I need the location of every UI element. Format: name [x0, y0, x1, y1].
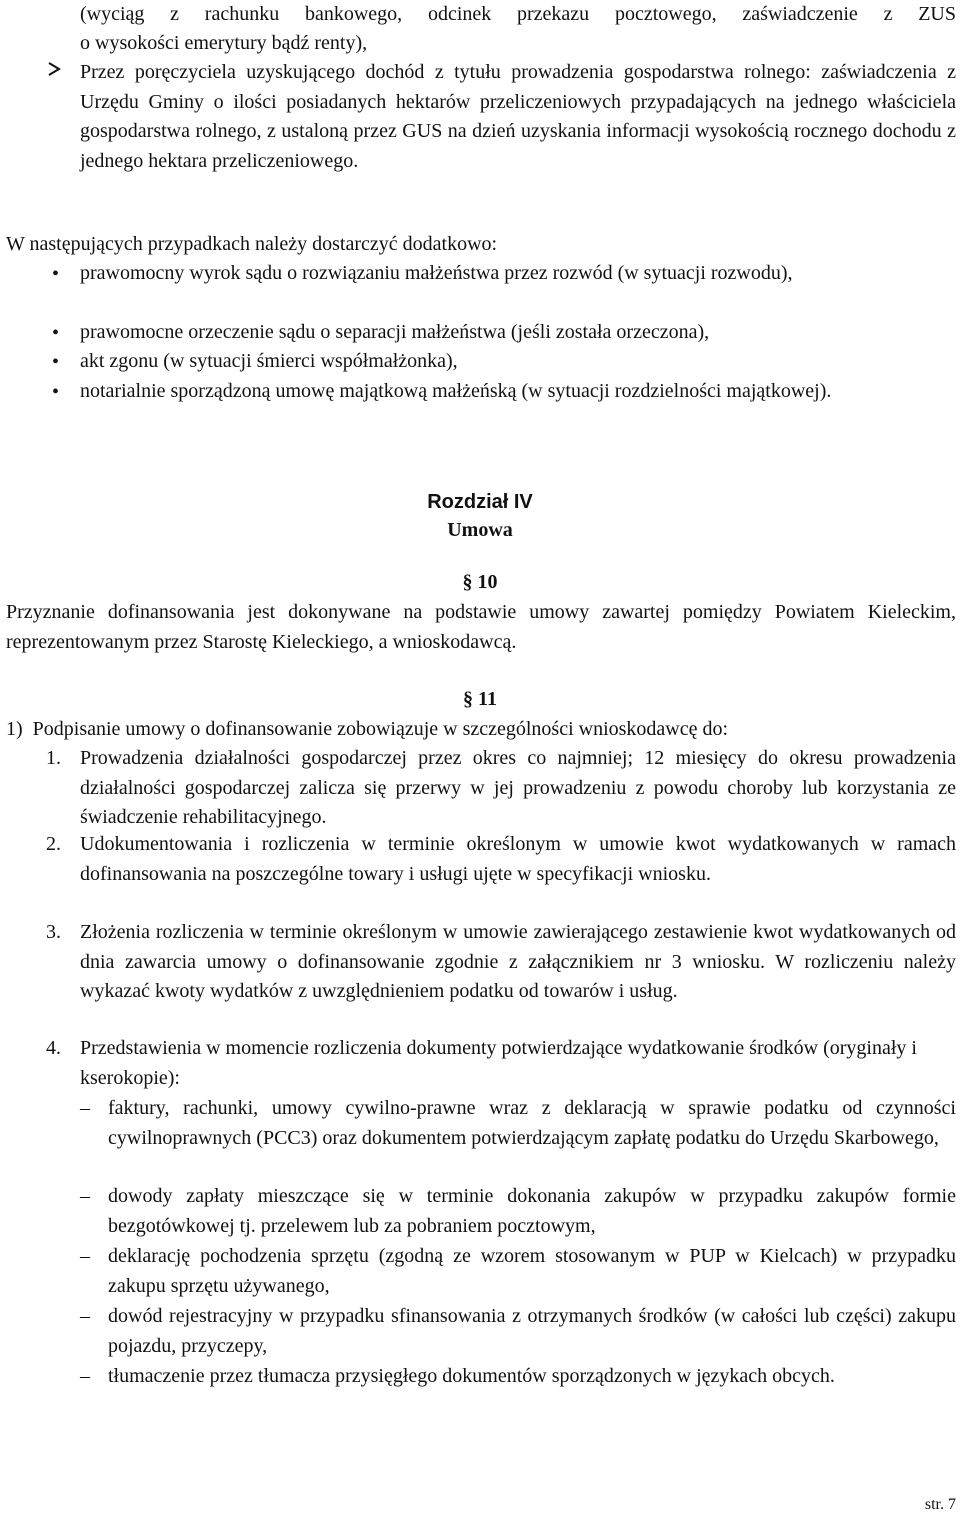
item-number: 3.: [46, 921, 61, 943]
additional-item-4: notarialnie sporządzoną umowę majątkową małżeńską (w sytuacji rozdzielności majątkowej).: [80, 380, 832, 402]
item-number: 4.: [46, 1037, 61, 1059]
section-11-heading: § 11: [463, 688, 497, 710]
continuation-line-1: (wyciąg z rachunku bankowego, odcinek przekazu pocztowego, zaświadczenie z ZUS: [80, 3, 956, 25]
chapter-title: Rozdział IV: [427, 491, 533, 513]
document-item-2: dowody zapłaty mieszczące się w terminie dokonania zakupów w przypadku zakupów formie bezgotówkowej tj. przelewem lub za pobraniem pocztowym,: [108, 1185, 956, 1237]
additional-item-3: akt zgonu (w sytuacji śmierci współmałżonka),: [80, 350, 458, 372]
dash-bullet-icon: –: [80, 1097, 90, 1119]
dash-bullet-icon: –: [80, 1305, 90, 1327]
document-item-5: tłumaczenie przez tłumacza przysięgłego dokumentów sporządzonych w językach obcych.: [108, 1365, 835, 1387]
additional-item-2: prawomocne orzeczenie sądu o separacji małżeństwa (jeśli została orzeczona),: [80, 321, 710, 343]
document-item-3: deklarację pochodzenia sprzętu (zgodną ze wzorem stosowanym w PUP w Kielcach) w przypadku zakupu sprzętu używanego,: [108, 1245, 956, 1297]
obligation-item-3: Złożenia rozliczenia w terminie określonym w umowie zawierającego zestawienie kwot wydatkowanych od dnia zawarcia umowy o dofinansowanie zgodnie z załącznikiem nr 3 wniosku. W rozliczeniu należy wykazać kwoty wydatków z uwzględnieniem podatku od towarów i usług.: [80, 921, 956, 1002]
dash-bullet-icon: –: [80, 1185, 90, 1207]
dash-bullet-icon: –: [80, 1365, 90, 1387]
arrow-item-text: Przez poręczyciela uzyskującego dochód z tytułu prowadzenia gospodarstwa rolnego: zaświadczenia z Urzędu Gminy o ilości posiadanych hektarów przeliczeniowych przypadających na jednego właściciela gospodarstwa rolnego, z ustaloną przez GUS na dzień uzyskania informacji wysokością rocznego dochodu z jednego hektara przeliczeniowego.: [80, 61, 956, 172]
obligation-item-1: Prowadzenia działalności gospodarczej przez okres co najmniej; 12 miesięcy do okresu prowadzenia działalności gospodarczej zalicza się przerwy w jej prowadzeniu z powodu choroby lub korzystania ze świadczenie rehabilitacyjnego.: [80, 747, 956, 828]
arrow-bullet-icon: [46, 58, 64, 88]
section-11-point-1: 1) Podpisanie umowy o dofinansowanie zobowiązuje w szczególności wnioskodawcę do:: [6, 718, 729, 740]
dash-bullet-icon: –: [80, 1245, 90, 1267]
additional-intro: W następujących przypadkach należy dostarczyć dodatkowo:: [6, 233, 498, 255]
item-number: 1.: [46, 747, 61, 769]
section-10-heading: § 10: [462, 571, 498, 593]
obligation-item-4: Przedstawienia w momencie rozliczenia dokumenty potwierdzające wydatkowanie środków (oryginały i kserokopie):: [80, 1037, 917, 1089]
section-10-text: Przyznanie dofinansowania jest dokonywane na podstawie umowy zawartej pomiędzy Powiatem Kieleckim, reprezentowanym przez Starostę Kieleckiego, a wnioskodawcą.: [6, 601, 956, 653]
page-number: str. 7: [924, 1496, 956, 1513]
bullet-icon: •: [52, 322, 60, 344]
additional-item-1: prawomocny wyrok sądu o rozwiązaniu małżeństwa przez rozwód (w sytuacji rozwodu),: [80, 262, 793, 284]
bullet-icon: •: [52, 381, 60, 403]
bullet-icon: •: [52, 263, 60, 285]
bullet-icon: •: [52, 351, 60, 373]
obligation-item-2: Udokumentowania i rozliczenia w terminie określonym w umowie kwot wydatkowanych w ramach dofinansowania na poszczególne towary i usługi ujęte w specyfikacji wniosku.: [80, 833, 956, 885]
chapter-subtitle: Umowa: [447, 519, 513, 541]
document-item-1: faktury, rachunki, umowy cywilno-prawne wraz z deklaracją w sprawie podatku od czynności cywilnoprawnych (PCC3) oraz dokumentem potwierdzającym zapłatę podatku do Urzędu Skarbowego,: [108, 1097, 956, 1149]
item-number: 2.: [46, 833, 61, 855]
continuation-line-2: o wysokości emerytury bądź renty),: [80, 32, 368, 54]
document-item-4: dowód rejestracyjny w przypadku sfinansowania z otrzymanych środków (w całości lub części) zakupu pojazdu, przyczepy,: [108, 1305, 956, 1357]
